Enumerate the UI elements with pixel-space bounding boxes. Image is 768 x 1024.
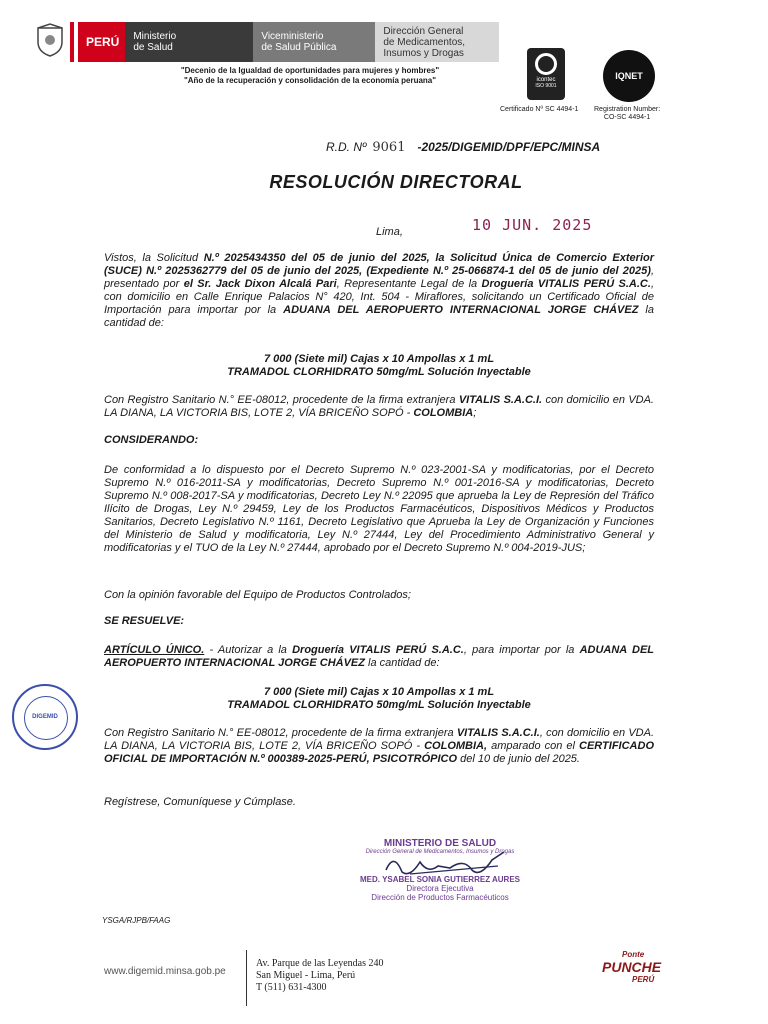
rd-number-line — [326, 140, 600, 155]
cert2-line: CO-SC 4494-1 — [603, 114, 651, 121]
text-run: del 10 de junio del 2025. — [457, 753, 580, 765]
flag-icon — [70, 22, 82, 62]
articulo-label: ARTÍCULO ÚNICO. — [104, 644, 205, 656]
product-block-1 — [104, 353, 654, 379]
text-run: , presentado por — [104, 265, 654, 290]
cert-number-2 — [594, 106, 660, 122]
viceministry-segment — [253, 22, 375, 62]
rd-suffix: -2025/DIGEMID/DPF/EPC/MINSA — [417, 140, 601, 154]
product-line: TRAMADOL CLORHIDRATO 50mg/mL Solución Inyectable — [227, 366, 531, 378]
cert2-line: Registration Number: — [594, 106, 661, 113]
ministry-line: de Salud — [133, 42, 173, 53]
logo-bottom: PERÚ — [632, 975, 655, 984]
registro-paragraph-1 — [104, 394, 654, 420]
direction-line: Dirección General — [383, 25, 464, 37]
bold-run: el Sr. Jack Dixon Alcalá Pari — [183, 278, 337, 290]
bold-run: N.º 2025434350 del 05 de junio del 2025, la Solicitud Única de Comercio Exterior (SUCE) N.º 2025362779 del 05 de junio del 2025, (Expediente N.º 25-066874-1 del 05 de junio del 2025) — [104, 252, 655, 277]
text-run: Con Registro Sanitario N.° EE-08012, procedente de la firma extranjera — [104, 727, 457, 739]
direction-line: Insumos y Drogas — [383, 47, 464, 59]
signature-role: Directora Ejecutiva — [406, 884, 474, 893]
header-bar — [34, 22, 499, 62]
handwritten-signature — [380, 848, 520, 884]
closing-line: Regístrese, Comuníquese y Cúmplase. — [104, 796, 296, 808]
ministry-line: Ministerio — [133, 31, 177, 42]
footer-address — [256, 958, 383, 994]
bold-run: VITALIS S.A.C.I. — [458, 394, 543, 406]
digemid-seal — [12, 684, 78, 750]
product-line: TRAMADOL CLORHIDRATO 50mg/mL Solución Inyectable — [227, 699, 531, 711]
date-stamp: 10 JUN. 2025 — [472, 216, 593, 234]
bold-run: ADUANA DEL AEROPUERTO INTERNACIONAL JORGE CHÁVEZ — [104, 644, 655, 669]
vice-line: Viceministerio — [261, 31, 324, 42]
bold-run: CERTIFICADO OFICIAL DE IMPORTACIÓN N.º 000389-2025-PERÚ, PSICOTRÓPICO — [104, 740, 654, 765]
considerando-paragraph: De conformidad a lo dispuesto por el Decreto Supremo N.º 023-2001-SA y modificatorias, por el Decreto Supremo N.º 016-2011-SA y modificatorias, Decreto Supremo N.º 001-2016-SA y modificatorias, Decreto Supremo N.º 008-2017-SA y modificatorias, Decreto Ley N.º 22095 que aprueba la Ley de Represión del Tráfico Ilícito de Drogas, Ley N.º 29459, Ley de los Productos Farmacéuticos, Dispositivos Médicos y Productos Sanitarios, Decreto Legislativo N.º 1161, Decreto Legislativo que Aprueba la Ley de Organización y Funciones del Ministerio de Salud y modificatoria, Ley N.º 27444, Ley del Procedimiento Administrativo General y modificatorias y el TUO de la Ley N.º 27444, aprobado por el Decreto Supremo N.º 004-2019-JUS; — [104, 464, 654, 554]
rd-number: 9061 — [372, 140, 406, 155]
slogan-line: "Decenio de la Igualdad de oportunidades para mujeres y hombres" — [180, 66, 440, 75]
bold-run: Droguería VITALIS PERÚ S.A.C. — [481, 278, 651, 290]
address-phone: T (511) 631-4300 — [256, 982, 327, 993]
text-run: la cantidad de: — [104, 304, 654, 329]
icontec-ring-icon — [535, 53, 557, 75]
text-run: , para importar por la — [463, 644, 580, 656]
text-run: ; — [473, 407, 477, 419]
articulo-paragraph — [104, 644, 654, 670]
place-label: Lima, — [376, 226, 403, 238]
product-line: 7 000 (Siete mil) Cajas x 10 Ampollas x 1 mL — [263, 353, 495, 365]
text-run: , con domicilio en VDA. LA DIANA, LA VICTORIA BIS, LOTE 2, VÍA BRICEÑO SOPÓ - — [104, 727, 655, 752]
seal-label: DIGEMID — [32, 714, 58, 720]
text-run: con domicilio en VDA. LA DIANA, LA VICTORIA BIS, LOTE 2, VÍA BRICEÑO SOPÓ - — [104, 394, 654, 419]
logo-main: PUNCHE — [602, 959, 662, 975]
peru-badge — [70, 22, 125, 62]
icontec-label: icontec — [536, 77, 556, 83]
icontec-logo — [527, 48, 565, 100]
opinion-paragraph: Con la opinión favorable del Equipo de Productos Controlados; — [104, 589, 411, 601]
text-run: - Autorizar a la — [204, 644, 293, 656]
text-run: Vistos, la Solicitud — [104, 252, 204, 264]
address-line: Av. Parque de las Leyendas 240 — [256, 958, 384, 969]
signature-ministry: MINISTERIO DE SALUD — [383, 838, 497, 849]
signature-role: Dirección de Productos Farmacéuticos — [371, 893, 509, 902]
footer-url[interactable]: www.digemid.minsa.gob.pe — [104, 966, 226, 977]
icontec-iso: ISO 9001 — [535, 83, 557, 89]
rd-prefix: R.D. Nº — [326, 140, 367, 154]
cert-number-1: Certificado Nº SC 4494-1 — [500, 106, 579, 113]
direction-line: de Medicamentos, — [383, 36, 466, 48]
document-title: RESOLUCIÓN DIRECTORAL — [269, 172, 523, 192]
vice-line: de Salud Pública — [261, 42, 337, 53]
registro-paragraph-2 — [104, 727, 654, 766]
signature-sub: Dirección General de Medicamentos, Insumos y Drogas — [365, 849, 515, 855]
bold-run: COLOMBIA, — [424, 740, 488, 752]
address-line: San Miguel - Lima, Perú — [256, 970, 356, 981]
text-run: amparado con el — [487, 740, 580, 752]
iqnet-label: IQNET — [615, 71, 643, 81]
bold-run: COLOMBIA — [413, 407, 474, 419]
text-run: , Representante Legal de la — [336, 278, 482, 290]
bold-run: VITALIS S.A.C.I. — [456, 727, 540, 739]
ponte-punche-logo — [592, 950, 682, 998]
initials: YSGA/RJPB/FAAG — [102, 916, 171, 925]
vistos-paragraph — [104, 252, 654, 330]
ministry-segment — [125, 22, 253, 62]
direction-segment — [375, 22, 499, 62]
slogan-line: "Año de la recuperación y consolidación de la economía peruana" — [183, 76, 437, 85]
coat-of-arms-icon — [34, 22, 66, 58]
iqnet-logo — [603, 50, 655, 102]
bold-run: Droguería VITALIS PERÚ S.A.C. — [292, 644, 464, 656]
footer-divider — [246, 950, 247, 1006]
se-resuelve-heading: SE RESUELVE: — [104, 615, 185, 627]
peru-label: PERÚ — [86, 35, 120, 49]
logo-top: Ponte — [622, 950, 645, 959]
text-run: , con domicilio en Calle Enrique Palacios N° 420, Int. 504 - Miraflores, solicitando un Certificado Oficial de Importación para importar por la — [104, 278, 654, 316]
text-run: Con Registro Sanitario N.° EE-08012, procedente de la firma extranjera — [104, 394, 459, 406]
text-run: la cantidad de: — [364, 657, 440, 669]
bold-run: ADUANA DEL AEROPUERTO INTERNACIONAL JORGE CHÁVEZ — [283, 304, 639, 316]
considerando-heading: CONSIDERANDO: — [104, 434, 199, 446]
product-line: 7 000 (Siete mil) Cajas x 10 Ampollas x 1 mL — [263, 686, 495, 698]
slogans — [150, 66, 470, 86]
signature-name: MED. YSABEL SONIA GUTIERREZ AURES — [359, 875, 521, 884]
product-block-2 — [104, 686, 654, 712]
